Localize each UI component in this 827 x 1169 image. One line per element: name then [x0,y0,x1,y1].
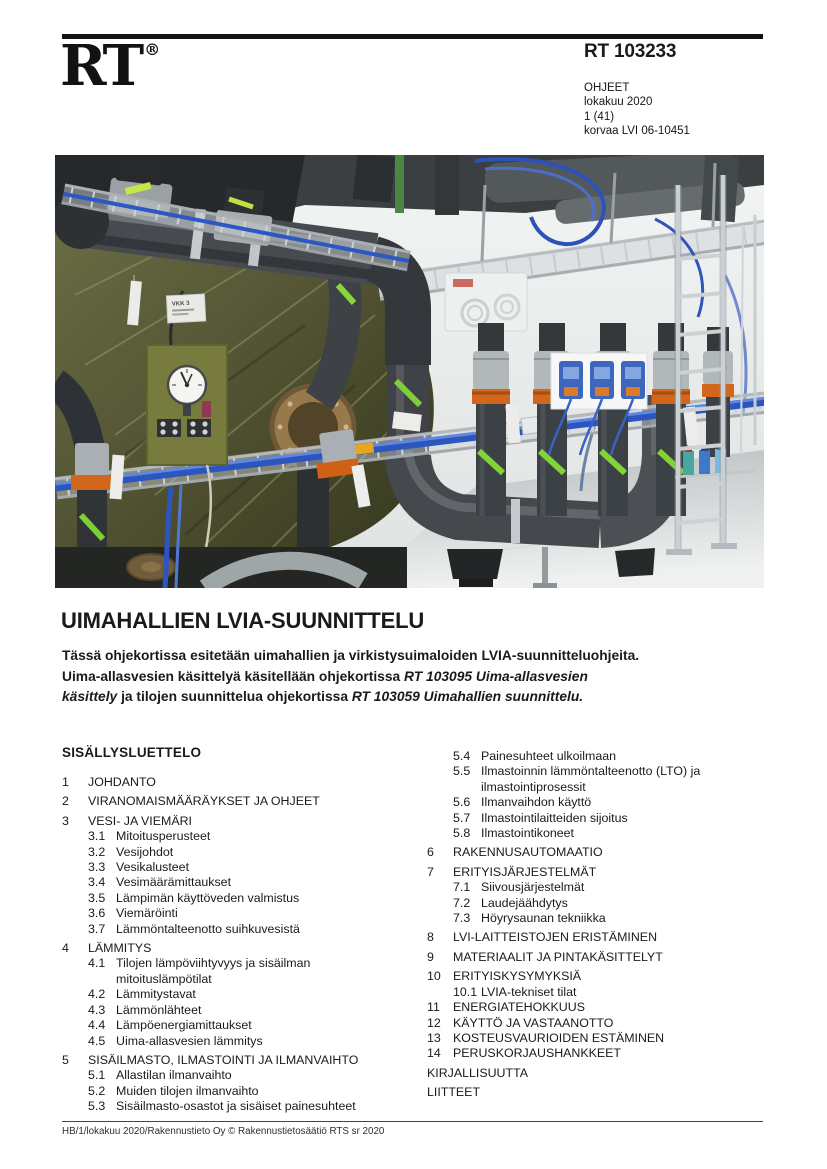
toc-item-11 [427,1000,775,1015]
toc-item-label: Lämmöntalteenotto suihkuvesistä [116,921,300,936]
toc-item-label: Siivousjärjestelmät [481,880,585,895]
toc-item-10-1 [427,985,775,1000]
toc-item-7-2 [427,896,775,911]
valve-with-actuator [594,323,632,516]
toc-item-3-4 [62,875,410,890]
toc-item-label: Vesijohdot [116,844,174,859]
toc-item-label: Lämmönlähteet [116,1002,202,1017]
plant-room-photo [55,155,764,588]
toc-item-4 [62,941,410,956]
toc-item-number: 4.2 [88,987,106,1002]
toc-item-number: 3.3 [88,860,106,875]
toc-item-label: Viemäröinti [116,906,178,921]
toc-item-number: 5.4 [453,749,471,763]
toc-item-number: 4.4 [88,1018,106,1033]
toc-item-3-7 [62,922,410,937]
toc-item-number: 3 [62,813,69,828]
toc-item-14 [427,1046,775,1061]
toc-item-number: 7.1 [453,880,471,895]
toc-item-label: KÄYTTÖ JA VASTAANOTTO [453,1015,614,1030]
toc-item-number: 3.6 [88,906,106,921]
toc-item-3 [62,814,410,829]
valve-with-actuator [533,323,571,516]
toc-item-4-2 [62,987,410,1002]
junction-box-with-coiled-cables [445,273,527,331]
document-title: UIMAHALLIEN LVIA-SUUNNITTELU [61,608,425,633]
toc-item-number: 14 [427,1046,441,1061]
toc-item-label: Höyrysaunan tekniikka [481,911,606,926]
toc-item-number: 5.8 [453,826,471,841]
toc-item-number: 4 [62,941,69,956]
toc-item-number: 9 [427,949,434,964]
footer-rule [62,1121,763,1122]
toc-item-5-7 [427,811,775,826]
toc-item-13 [427,1031,775,1046]
rt-logo-text: RT [60,33,142,99]
toc-item-label: KIRJALLISUUTTA [427,1065,528,1080]
toc-item-label: Tilojen lämpöviihtyvyys ja sisäilman mitoituslämpötilat [116,956,410,987]
toc-item-6 [427,845,775,860]
header-rule [62,34,763,39]
toc-item-4-1 [62,956,410,987]
toc-item-8 [427,930,775,945]
toc-item-label: Lämmitystavat [116,987,196,1002]
toc-item-number: 2 [62,794,69,809]
toc-item-label: Ilmanvaihdon käyttö [481,795,592,810]
toc-right-column [427,749,775,1101]
toc-item-label: ERITYISKYSYMYKSIÄ [453,969,582,984]
toc-item-label: ENERGIATEHOKKUUS [453,1000,585,1015]
toc-item-7 [427,865,775,880]
toc-item-number: 7.2 [453,895,471,910]
document-page-count: 1 (41) [584,110,615,123]
toc-item-label: Ilmastoinnin lämmöntalteenotto (LTO) ja ilmastointiprosessit [481,764,775,795]
toc-item-number: 5.1 [88,1068,106,1083]
toc-item-number: 7.3 [453,911,471,926]
toc-item-number: 1 [62,775,69,789]
document-meta [584,81,690,139]
toc-item-number: 10 [427,969,441,984]
toc-item-number: 5.7 [453,810,471,825]
toc-item-label: Lämpöenergiamittaukset [116,1018,252,1033]
toc-item-label: Lämpimän käyttöveden valmistus [116,890,300,905]
toc-item-label: Laudejäähdytys [481,895,568,910]
toc-item-9 [427,950,775,965]
toc-item-12 [427,1016,775,1031]
toc-item-label: LIITTEET [427,1085,481,1100]
intro-line: Uima-allasvesien käsittelyä käsitellään ohjekortissa RT 103095 Uima-allasvesien [62,668,588,684]
toc-item-label: Allastilan ilmanvaihto [116,1068,232,1083]
toc-item-label-continuation: ilmastointiprosessit [481,779,586,794]
toc-item-number: 3.4 [88,875,106,890]
rt-logo [60,33,161,99]
toc-item-4-4 [62,1018,410,1033]
toc-item-label: VESI- JA VIEMÄRI [88,813,192,828]
toc-item-number: 8 [427,930,434,945]
toc-item-number: 3.5 [88,890,106,905]
footer-imprint: HB/1/lokakuu 2020/Rakennustieto Oy © Rakennustietosäätiö RTS sr 2020 [62,1126,385,1137]
toc-item-number: 13 [427,1030,441,1045]
toc-item-label: JOHDANTO [88,775,156,789]
toc-item [427,1085,775,1100]
toc-item-label: LÄMMITYS [88,941,152,956]
toc-item-label-continuation: mitoituslämpötilat [116,971,212,986]
toc-item-number: 3.2 [88,844,106,859]
toc-item-10 [427,969,775,984]
toc-item-4-5 [62,1034,410,1049]
intro-line: Tässä ohjekortissa esitetään uimahallien ja virkistysuimaloiden LVIA-suunnitteluohjeita. [62,648,640,663]
registered-trademark-icon: ® [144,40,161,59]
toc-item-5-3 [62,1099,410,1114]
toc-item-label: Muiden tilojen ilmanvaihto [116,1083,259,1098]
toc-item-5-4 [427,749,775,764]
toc-item-number: 10.1 [453,984,478,999]
toc-item-number: 11 [427,1000,440,1015]
toc-item-number: 5.3 [88,1099,106,1114]
toc-item-label: LVIA-tekniset tilat [481,984,577,999]
floor-clutter [55,547,407,588]
toc-item-5-5 [427,764,775,795]
tank-id-label [166,294,205,323]
toc-item-5-8 [427,826,775,841]
toc-item-label: Painesuhteet ulkoilmaan [481,749,617,763]
toc-item-number: 3.1 [88,829,106,844]
toc-item-label: Vesikalusteet [116,860,190,875]
toc-item-label: Ilmastointikoneet [481,826,574,841]
toc-item-label: Sisäilmasto-osastot ja sisäiset painesuhteet [116,1099,356,1114]
toc-item-label: MATERIAALIT JA PINTAKÄSITTELYT [453,949,663,964]
toc-item-number: 5.5 [453,764,471,779]
toc-item-number: 4.1 [88,956,106,971]
document-type: OHJEET [584,82,630,94]
toc-item-number: 6 [427,845,434,860]
toc-item-label: Mitoitusperusteet [116,829,211,844]
toc-left-column [62,771,410,1115]
toc-item-label: VIRANOMAISMÄÄRÄYKSET JA OHJEET [88,794,320,809]
toc-item-2 [62,794,410,809]
toc-item-label: Ilmastointilaitteiden sijoitus [481,810,628,825]
intro-paragraph [62,646,639,708]
tank-label-text: VKK 3 [171,300,190,308]
toc-item-number: 7 [427,864,434,879]
toc-item-7-1 [427,880,775,895]
toc-item-label: PERUSKORJAUSHANKKEET [453,1046,621,1061]
toc-item-3-1 [62,829,410,844]
toc-heading: SISÄLLYSLUETTELO [62,745,202,760]
toc-item-5-1 [62,1068,410,1083]
toc-item-3-5 [62,891,410,906]
toc-item-number: 5 [62,1052,69,1067]
document-number: RT 103233 [584,41,677,62]
toc-item-label: KOSTEUSVAURIOIDEN ESTÄMINEN [453,1030,665,1045]
toc-item-label: Vesimäärämittaukset [116,875,232,890]
toc-item-label: Uima-allasvesien lämmitys [116,1033,263,1048]
toc-item-label: ERITYISJÄRJESTELMÄT [453,864,597,879]
toc-item-number: 4.3 [88,1002,106,1017]
toc-item-number: 5.2 [88,1083,106,1098]
toc-item-3-3 [62,860,410,875]
toc-item-5-6 [427,795,775,810]
toc-item-label: SISÄILMASTO, ILMASTOINTI JA ILMANVAIHTO [88,1052,359,1067]
toc-item-5-2 [62,1084,410,1099]
toc-item-number: 3.7 [88,921,106,936]
toc-item-3-2 [62,845,410,860]
document-date: lokakuu 2020 [584,96,653,109]
toc-item-number: 12 [427,1015,441,1030]
toc-item-number: 4.5 [88,1033,106,1048]
toc-item-label: LVI-LAITTEISTOJEN ERISTÄMINEN [453,930,658,945]
toc-item-4-3 [62,1003,410,1018]
intro-line: käsittely ja tilojen suunnittelua ohjekortissa RT 103059 Uimahallien suunnittelu. [62,689,584,705]
toc-item-label: RAKENNUSAUTOMAATIO [453,845,603,860]
document-replaces: korvaa LVI 06-10451 [584,125,690,138]
toc-item-number: 5.6 [453,795,471,810]
toc-item-1 [62,775,410,790]
toc-item-3-6 [62,906,410,921]
toc-item-5 [62,1053,410,1068]
toc-item [427,1066,775,1081]
toc-item-7-3 [427,911,775,926]
